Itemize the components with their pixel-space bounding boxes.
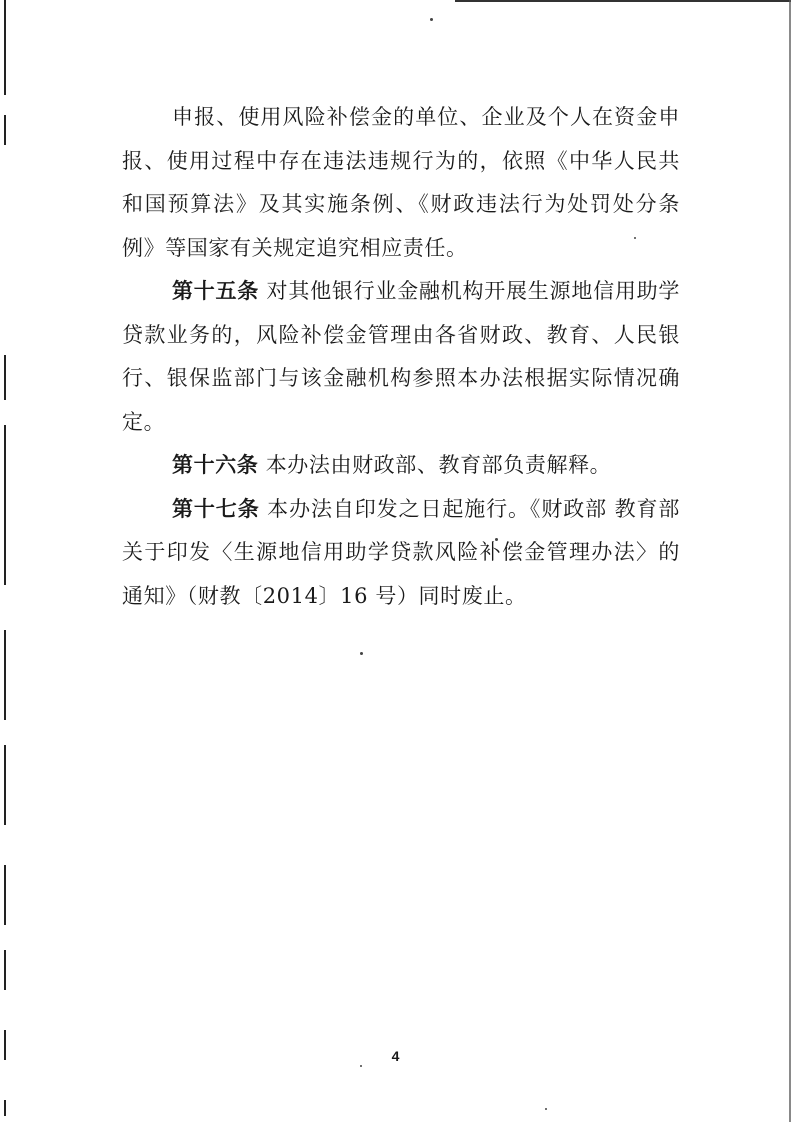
paragraph-text: 申报、使用风险补偿金的单位、企业及个人在资金申报、使用过程中存在违法违规行为的，依照《中华人民共和国预算法》及其实施条例、《财政违法行为处罚处分条例》等国家有关规定追究相应责任。	[122, 105, 680, 260]
scan-left-mark	[4, 745, 6, 825]
paragraph-text: 本办法自印发之日起施行。《财政部 教育部关于印发〈生源地信用助学贷款风险补偿金管理办法〉的通知》（财教〔2014〕16 号）同时废止。	[122, 496, 680, 608]
page-number: 4	[391, 1048, 400, 1064]
scan-left-mark	[4, 425, 6, 585]
scan-left-mark	[4, 115, 6, 145]
scan-left-mark	[4, 1100, 6, 1116]
scan-speck	[545, 1108, 547, 1110]
article-label: 第十七条	[172, 496, 260, 521]
scan-speck	[360, 1065, 362, 1067]
document-body	[122, 96, 680, 618]
scan-top-edge	[455, 0, 791, 2]
article-label: 第十五条	[172, 279, 260, 303]
article-label: 第十六条	[172, 453, 259, 477]
scan-speck	[360, 652, 363, 655]
scan-left-mark	[4, 630, 6, 720]
scan-left-mark	[4, 355, 6, 400]
paragraph	[122, 270, 680, 444]
paragraph	[122, 96, 680, 270]
scan-speck	[430, 18, 433, 21]
paragraph	[122, 444, 680, 488]
scan-left-mark	[4, 950, 6, 990]
paragraph	[122, 488, 680, 619]
paragraph-text: 本办法由财政部、教育部负责解释。	[265, 453, 612, 477]
scan-left-mark	[4, 0, 6, 95]
paragraph-text: 对其他银行业金融机构开展生源地信用助学贷款业务的，风险补偿金管理由各省财政、教育、人民银行、银保监部门与该金融机构参照本办法根据实际情况确定。	[122, 279, 681, 434]
scan-left-mark	[4, 865, 6, 925]
